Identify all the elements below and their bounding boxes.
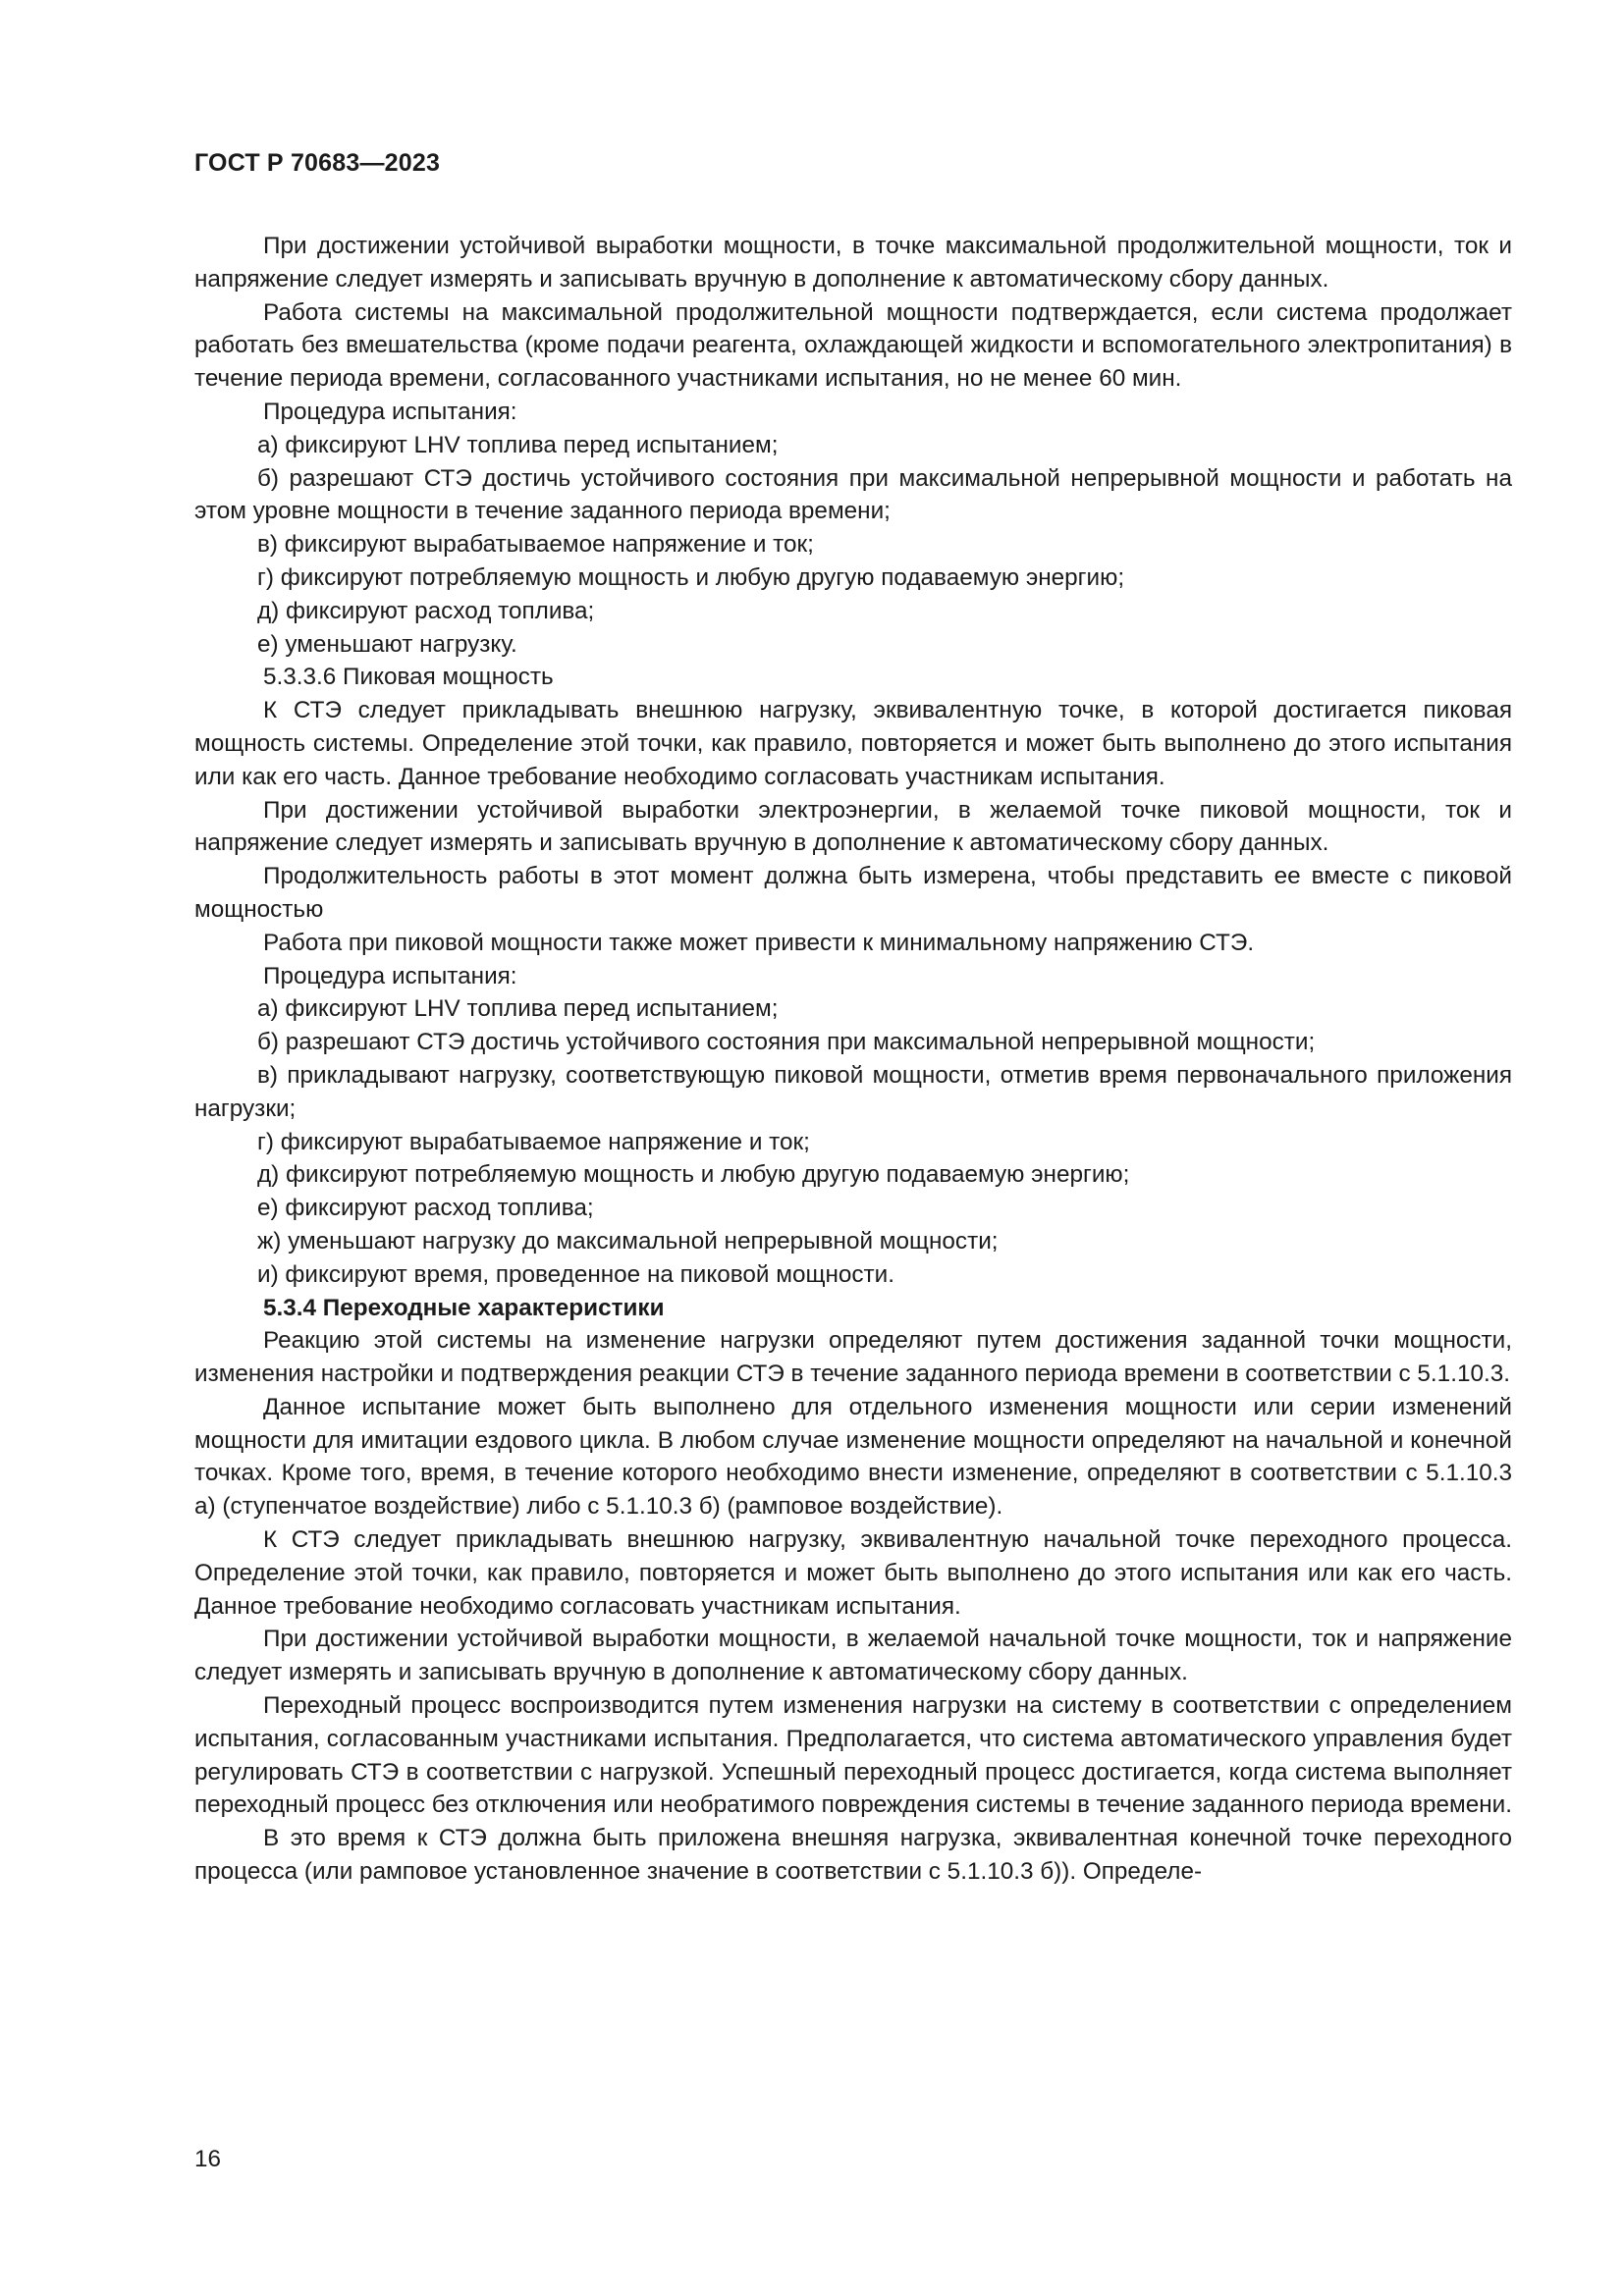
page-number: 16	[194, 2146, 222, 2172]
paragraph: Процедура испытания:	[263, 398, 517, 425]
paragraph: Работа при пиковой мощности также может привести к минимальному напряжению СТЭ.	[263, 929, 1255, 956]
paragraph: б) разрешают СТЭ достичь устойчивого состояния при максимальной непрерывной мощности;	[257, 1029, 1316, 1056]
paragraph: г) фиксируют вырабатываемое напряжение и ток;	[257, 1128, 810, 1155]
paragraph: Процедура испытания:	[263, 962, 517, 989]
paragraph: Реакцию этой системы на изменение нагрузки определяют путем достижения заданной точки мощности, изменения настройки и подтверждения реакции СТЭ в течение заданного периода времени в соответствии с 5.1.10.3.	[194, 1327, 1512, 1388]
paragraph: 5.3.3.6 Пиковая мощность	[263, 664, 554, 691]
paragraph: и) фиксируют время, проведенное на пиковой мощности.	[257, 1260, 894, 1288]
paragraph: Данное испытание может быть выполнено для отдельного изменения мощности или серии изменений мощности для имитации ездового цикла. В любом случае изменение мощности определяют на начальной и конечной точках. Кроме того, время, в течение которого необходимо внести изменение, определяют в соответствии с 5.1.10.3 а) (ступенчатое воздействие) либо с 5.1.10.3 б) (рамповое воздействие).	[194, 1393, 1512, 1521]
paragraph: К СТЭ следует прикладывать внешнюю нагрузку, эквивалентную начальной точке переходного процесса. Определение этой точки, как правило, повторяется и может быть выполнено до этого испытания или как его часть. Данное требование необходимо согласовать участникам испытания.	[194, 1526, 1512, 1620]
paragraph: в) фиксируют вырабатываемое напряжение и ток;	[257, 531, 814, 559]
paragraph: д) фиксируют расход топлива;	[257, 597, 595, 624]
paragraph: б) разрешают СТЭ достичь устойчивого состояния при максимальной непрерывной мощности и работать на этом уровне мощности в течение заданного периода времени;	[194, 464, 1512, 525]
paragraph: а) фиксируют LHV топлива перед испытанием;	[257, 995, 779, 1023]
paragraph: в) прикладывают нагрузку, соответствующую пиковой мощности, отметив время первоначального приложения нагрузки;	[194, 1061, 1512, 1122]
paragraph: Переходный процесс воспроизводится путем изменения нагрузки на систему в соответствии с определением испытания, согласованным участниками испытания. Предполагается, что система автоматического управления будет регулировать СТЭ в соответствии с нагрузкой. Успешный переходный процесс достигается, когда система выполняет переходный процесс без отключения или необратимого повреждения системы в течение заданного периода времени.	[194, 1692, 1512, 1819]
paragraph: Продолжительность работы в этот момент должна быть измерена, чтобы представить ее вместе с пиковой мощностью	[194, 863, 1512, 923]
paragraph: Работа системы на максимальной продолжительной мощности подтверждается, если система продолжает работать без вмешательства (кроме подачи реагента, охлаждающей жидкости и вспомогательного электропитания) в течение периода времени, согласованного участниками испытания, но не менее 60 мин.	[194, 298, 1512, 393]
paragraph: При достижении устойчивой выработки электроэнергии, в желаемой точке пиковой мощности, ток и напряжение следует измерять и записывать вручную в дополнение к автоматическому сбору данных.	[194, 796, 1512, 857]
document-header: ГОСТ Р 70683—2023	[194, 149, 441, 177]
paragraph: ж) уменьшают нагрузку до максимальной непрерывной мощности;	[257, 1227, 999, 1255]
paragraph: При достижении устойчивой выработки мощности, в желаемой начальной точке мощности, ток и напряжение следует измерять и записывать вручную в дополнение к автоматическому сбору данных.	[194, 1626, 1512, 1686]
paragraph: г) фиксируют потребляемую мощность и любую другую подаваемую энергию;	[257, 563, 1125, 591]
paragraph: а) фиксируют LHV топлива перед испытанием;	[257, 431, 779, 458]
paragraph: К СТЭ следует прикладывать внешнюю нагрузку, эквивалентную точке, в которой достигается пиковая мощность системы. Определение этой точки, как правило, повторяется и может быть выполнено до этого испытания или как его часть. Данное требование необходимо согласовать участникам испытания.	[194, 697, 1512, 790]
document-body	[194, 230, 1512, 1889]
paragraph: В это время к СТЭ должна быть приложена внешняя нагрузка, эквивалентная конечной точке переходного процесса (или рамповое установленное значение в соответствии с 5.1.10.3 б)). Определе-	[194, 1825, 1512, 1886]
paragraph: е) уменьшают нагрузку.	[257, 630, 517, 658]
paragraph: 5.3.4 Переходные характеристики	[263, 1294, 665, 1321]
paragraph: При достижении устойчивой выработки мощности, в точке максимальной продолжительной мощности, ток и напряжение следует измерять и записывать вручную в дополнение к автоматическому сбору данных.	[194, 233, 1512, 293]
paragraph: е) фиксируют расход топлива;	[257, 1195, 594, 1222]
paragraph: д) фиксируют потребляемую мощность и любую другую подаваемую энергию;	[257, 1161, 1130, 1189]
